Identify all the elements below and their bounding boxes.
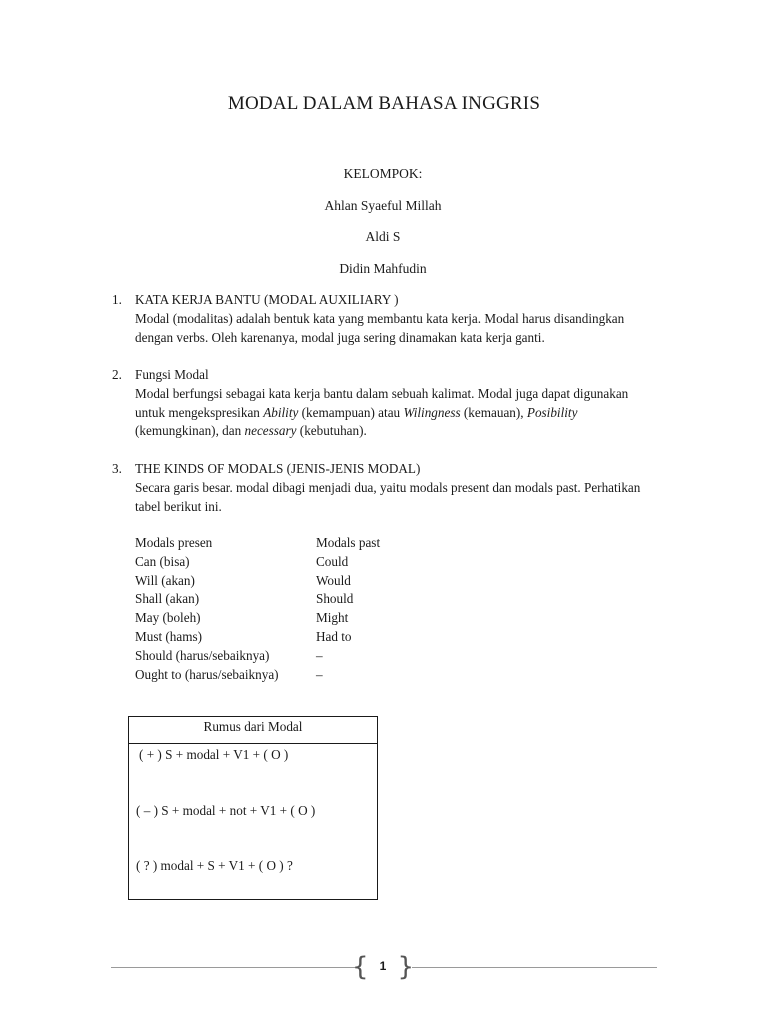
section-number: 2. xyxy=(112,367,122,382)
table-row xyxy=(135,647,436,666)
table-row xyxy=(135,590,436,609)
paragraph-line: untuk mengekspresikan Ability (kemampuan) atau Wilingness (kemauan), Posibility xyxy=(135,404,578,420)
modals-table xyxy=(135,534,436,684)
table-row xyxy=(135,609,436,628)
right-brace-icon: } xyxy=(397,952,414,982)
table-cell: Could xyxy=(316,553,349,569)
group-member: Didin Mahfudin xyxy=(339,261,427,276)
group-label: KELOMPOK: xyxy=(343,166,423,181)
formula-positive: ( + ) S + modal + V1 + ( O ) xyxy=(139,747,289,762)
formula-question: ( ? ) modal + S + V1 + ( O ) ? xyxy=(136,858,293,873)
paragraph-line: Secara garis besar. modal dibagi menjadi dua, yaitu modals present dan modals past. Perhatikan xyxy=(135,479,641,495)
section-heading: THE KINDS OF MODALS (JENIS-JENIS MODAL) xyxy=(135,461,421,476)
table-row xyxy=(135,572,436,591)
column-header: Modals presen xyxy=(135,535,213,550)
table-cell: Must (hams) xyxy=(135,628,203,644)
formula-negative: ( – ) S + modal + not + V1 + ( O ) xyxy=(136,803,316,818)
table-row xyxy=(135,553,436,572)
table-row xyxy=(135,628,436,647)
footer-rule-right xyxy=(412,967,657,968)
table-cell: Might xyxy=(316,610,349,626)
table-cell: May (boleh) xyxy=(135,610,201,626)
paragraph-line: Modal berfungsi sebagai kata kerja bantu dalam sebuah kalimat. Modal juga dapat digunakan xyxy=(135,385,629,401)
section-number: 1. xyxy=(112,292,122,307)
table-cell: Can (bisa) xyxy=(135,553,190,569)
table-cell: Shall (akan) xyxy=(135,591,200,607)
formula-heading: Rumus dari Modal xyxy=(129,717,377,744)
page-number-badge xyxy=(352,952,414,982)
table-cell: Had to xyxy=(316,628,352,644)
table-cell: – xyxy=(316,666,323,682)
section-heading: Fungsi Modal xyxy=(135,367,209,382)
footer-rule-left xyxy=(111,967,356,968)
table-cell: – xyxy=(316,647,323,663)
left-brace-icon: { xyxy=(352,952,369,982)
table-cell: Should (harus/sebaiknya) xyxy=(135,647,270,663)
table-row xyxy=(135,666,436,685)
italic-term: necessary xyxy=(244,423,297,439)
paragraph-line: tabel berikut ini. xyxy=(135,498,222,514)
table-cell: Would xyxy=(316,572,351,588)
italic-term: Posibility xyxy=(526,404,578,420)
paragraph-line: (kemungkinan), dan necessary (kebutuhan). xyxy=(135,423,367,439)
table-cell: Will (akan) xyxy=(135,572,195,588)
section-2 xyxy=(112,366,672,441)
group-member: Ahlan Syaeful Millah xyxy=(324,198,442,213)
section-3 xyxy=(112,460,672,516)
page-number: 1 xyxy=(379,959,387,973)
section-1 xyxy=(112,291,672,347)
table-header-row xyxy=(135,534,436,553)
group-member: Aldi S xyxy=(365,229,401,244)
paragraph-line: dengan verbs. Oleh karenanya, modal juga sering dinamakan kata kerja ganti. xyxy=(135,329,545,345)
paragraph-line: Modal (modalitas) adalah bentuk kata yang membantu kata kerja. Modal harus disandingkan xyxy=(135,310,625,326)
formula-box xyxy=(128,716,378,900)
italic-term: Wilingness xyxy=(403,404,461,420)
column-header: Modals past xyxy=(316,535,381,550)
document-title: MODAL DALAM BAHASA INGGRIS xyxy=(227,93,541,114)
table-cell: Should xyxy=(316,591,354,607)
section-number: 3. xyxy=(112,461,122,476)
italic-term: Ability xyxy=(263,404,299,420)
table-cell: Ought to (harus/sebaiknya) xyxy=(135,666,279,682)
section-heading: KATA KERJA BANTU (MODAL AUXILIARY ) xyxy=(135,292,399,307)
